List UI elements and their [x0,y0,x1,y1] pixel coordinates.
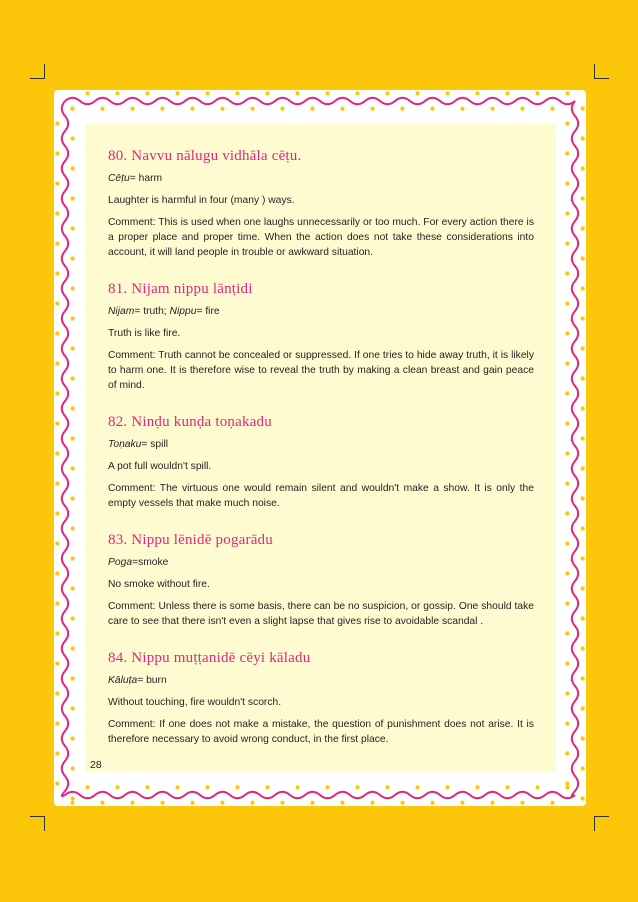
border-dot [205,91,209,95]
border-dot [55,481,59,485]
border-dot [565,511,569,515]
border-dot [581,226,585,230]
border-dot [265,91,269,95]
border-dot [55,661,59,665]
border-dot [535,91,539,95]
border-dot [55,211,59,215]
border-dot [55,691,59,695]
border-dot [565,91,569,95]
border-dot [445,785,449,789]
border-dot [71,286,75,290]
border-dot [265,785,269,789]
border-dot [325,91,329,95]
border-dot [85,785,89,789]
gloss-term: Nijam [108,306,135,317]
border-dot [55,241,59,245]
proverb-translation: No smoke without fire. [108,579,210,590]
gloss-meaning: burn [143,675,167,686]
border-dot [355,91,359,95]
proverb-comment: Comment: If one does not make a mistake, the question of punishment does not arise. It is therefore necessary to avoid wrong conduct, in the first place. [108,719,534,745]
border-dot [565,301,569,305]
border-dot [565,571,569,575]
border-dot [71,256,75,260]
border-dot [55,451,59,455]
proverb-title: 82. Ninḍu kunḍa toṇakadu [108,414,272,430]
border-dot [565,211,569,215]
gloss-meaning: spill [147,439,169,450]
border-dot [280,107,284,111]
border-dot [475,91,479,95]
gloss-separator: = [137,675,144,686]
border-dot [460,107,464,111]
border-dot [71,466,75,470]
border-dot [415,91,419,95]
gloss-separator: = [134,306,141,317]
border-dot [55,571,59,575]
gloss-term: Poga [108,557,133,568]
border-dot [55,121,59,125]
border-dot [55,721,59,725]
border-dot [430,107,434,111]
border-dot [581,496,585,500]
border-dot [71,556,75,560]
border-dot [550,107,554,111]
border-dot [100,107,104,111]
border-dot [581,736,585,740]
border-dot [205,785,209,789]
gloss-term: Cēṭu [108,173,130,184]
proverb-title: 83. Nippu lēnidē pogarādu [108,532,273,548]
border-dot [520,107,524,111]
border-dot [70,801,74,805]
border-dot [71,376,75,380]
border-dot [55,331,59,335]
border-dot [581,766,585,770]
proverb-translation: Truth is like fire. [108,328,181,339]
border-dot [145,91,149,95]
border-dot [325,785,329,789]
proverb-entry [108,281,534,393]
border-dot [71,196,75,200]
proverb-gloss [108,555,534,570]
border-dot [220,801,224,805]
border-dot [581,376,585,380]
border-dot [565,361,569,365]
border-dot [565,661,569,665]
border-dot [71,226,75,230]
border-dot [71,406,75,410]
proverb-gloss [108,171,534,186]
gloss-term: Toṇaku [108,439,142,450]
crop-mark-bottom-left [30,816,45,831]
border-dot [581,796,585,800]
border-dot [520,801,524,805]
proverb-gloss [108,673,534,688]
border-dot [55,511,59,515]
border-dot [370,107,374,111]
gloss-meaning: fire [202,306,220,317]
border-dot [340,107,344,111]
border-dot [370,801,374,805]
border-dot [55,601,59,605]
border-dot [71,436,75,440]
border-dot [235,91,239,95]
border-dot [175,785,179,789]
border-dot [310,801,314,805]
border-dot [115,785,119,789]
border-dot [55,781,59,785]
border-dot [581,106,585,110]
proverb-translation: A pot full wouldn't spill. [108,461,212,472]
border-dot [250,801,254,805]
border-dot [55,391,59,395]
border-dot [100,801,104,805]
border-dot [565,331,569,335]
gloss-separator: = [196,306,203,317]
border-dot [71,766,75,770]
border-dot [310,107,314,111]
border-dot [581,466,585,470]
proverb-entry [108,148,534,260]
border-dot [55,301,59,305]
border-dot [565,721,569,725]
gloss-meaning: smoke [138,557,169,568]
gloss-term: Nippu [169,306,197,317]
proverb-translation: Without touching, fire wouldn't scorch. [108,697,282,708]
border-dot [71,706,75,710]
border-dot [565,451,569,455]
proverb-translation: Laughter is harmful in four (many ) ways. [108,195,295,206]
border-dot [460,801,464,805]
border-dot [130,801,134,805]
border-dot [581,706,585,710]
crop-mark-top-right [594,64,609,79]
proverb-comment: Comment: This is used when one laughs unnecessarily or too much. For every action there is a proper place and proper time. When the action does not take these considerations into account, it will land people in trouble or awkward situation. [108,217,534,258]
border-dot [55,271,59,275]
border-dot [565,151,569,155]
border-dot [55,361,59,365]
proverb-entry [108,414,534,511]
gloss-separator: = [132,557,139,568]
border-dot [130,107,134,111]
border-dot [71,136,75,140]
border-dot [71,346,75,350]
border-dot [71,796,75,800]
gloss-separator: = [129,173,136,184]
border-dot [430,801,434,805]
border-dot [71,106,75,110]
gloss-separator: = [141,439,148,450]
border-dot [490,107,494,111]
border-dot [280,801,284,805]
border-dot [581,316,585,320]
border-dot [565,121,569,125]
proverb-entry [108,532,534,629]
border-dot [581,616,585,620]
border-dot [55,541,59,545]
gloss-term: Kāluṭa [108,675,138,686]
proverb-title: 84. Nippu muṭṭanidē cēyi kāladu [108,650,311,666]
border-dot [190,107,194,111]
page-number: 28 [90,759,102,771]
border-dot [295,785,299,789]
border-dot [565,785,569,789]
border-dot [565,781,569,785]
border-dot [71,736,75,740]
border-dot [581,586,585,590]
border-dot [175,91,179,95]
border-dot [565,541,569,545]
border-dot [385,785,389,789]
proverb-list [108,148,534,768]
border-dot [355,785,359,789]
border-dot [385,91,389,95]
border-dot [505,91,509,95]
border-dot [475,785,479,789]
proverb-comment: Comment: Truth cannot be concealed or suppressed. If one tries to hide away truth, it is likely to harm one. It is therefore wise to reveal the truth by making a clean breast and gain peace of mind. [108,350,534,391]
border-dot [550,801,554,805]
border-dot [581,406,585,410]
border-dot [565,631,569,635]
border-dot [581,526,585,530]
border-dot [71,166,75,170]
proverb-comment: Comment: The virtuous one would remain silent and wouldn't make a show. It is only the empty vessels that make much noise. [108,483,534,509]
border-dot [581,676,585,680]
border-dot [71,526,75,530]
proverb-title: 81. Nijam nippu lānṭidi [108,281,253,297]
proverb-title: 80. Navvu nālugu vidhāla cēṭu. [108,148,302,164]
border-dot [505,785,509,789]
border-dot [581,136,585,140]
border-wave [62,101,68,796]
border-dot [295,91,299,95]
border-dot [71,496,75,500]
border-dot [400,801,404,805]
border-dot [160,801,164,805]
border-dot [190,801,194,805]
gloss-meaning: harm [135,173,163,184]
border-dot [565,181,569,185]
crop-mark-top-left [30,64,45,79]
border-wave [572,101,578,796]
border-dot [490,801,494,805]
border-dot [565,391,569,395]
border-dot [235,785,239,789]
border-dot [565,241,569,245]
border-dot [581,346,585,350]
border-dot [55,751,59,755]
border-dot [581,436,585,440]
border-dot [445,91,449,95]
border-dot [565,421,569,425]
proverb-gloss [108,304,534,319]
border-dot [400,107,404,111]
border-wave [65,98,575,104]
border-dot [565,691,569,695]
border-dot [581,646,585,650]
border-wave [65,792,575,798]
border-dot [71,676,75,680]
border-dot [565,601,569,605]
border-dot [71,616,75,620]
crop-mark-bottom-right [594,816,609,831]
border-dot [71,586,75,590]
proverb-entry [108,650,534,747]
border-dot [115,91,119,95]
border-dot [581,256,585,260]
border-dot [71,316,75,320]
border-dot [220,107,224,111]
border-dot [565,751,569,755]
border-dot [565,481,569,485]
border-dot [581,196,585,200]
border-dot [250,107,254,111]
border-dot [145,785,149,789]
border-dot [565,271,569,275]
gloss-meaning: truth; [140,306,170,317]
proverb-gloss [108,437,534,452]
proverb-comment: Comment: Unless there is some basis, there can be no suspicion, or gossip. One should take care to see that there isn't even a slight lapse that gives rise to avoidable scandal . [108,601,534,627]
border-dot [535,785,539,789]
border-dot [581,166,585,170]
border-dot [71,646,75,650]
border-dot [55,151,59,155]
border-dot [55,421,59,425]
border-dot [55,631,59,635]
border-dot [581,286,585,290]
border-dot [160,107,164,111]
border-dot [581,556,585,560]
border-dot [85,91,89,95]
border-dot [340,801,344,805]
border-dot [55,181,59,185]
border-dot [415,785,419,789]
